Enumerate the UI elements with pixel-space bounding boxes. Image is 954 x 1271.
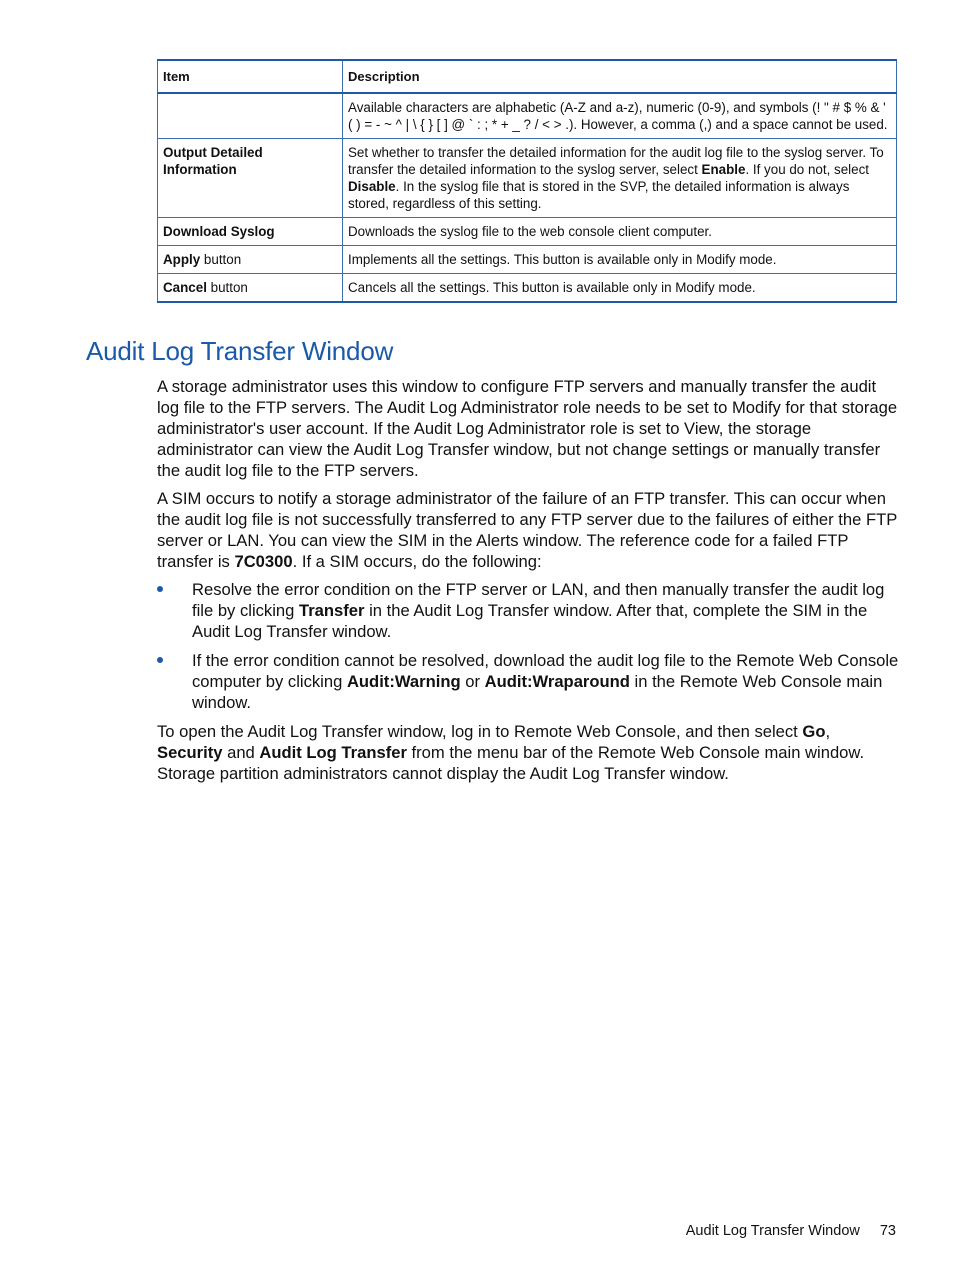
- table-row: [158, 274, 897, 303]
- table-row: [158, 139, 897, 218]
- steps-list: [157, 579, 899, 713]
- header-description: Description: [343, 60, 897, 93]
- paragraph-intro: A storage administrator uses this window to configure FTP servers and manually transfer the audit log file to the FTP servers. The Audit Log Administrator role needs to be set to Modify for that storage administrator's user account. If the Audit Log Administrator role is set to View, the storage administrator can view the Audit Log Transfer window, but not change settings or manually transfer the audit log file to the FTP servers.: [157, 377, 898, 480]
- row-description: Cancels all the settings. This button is available only in Modify mode.: [343, 274, 897, 303]
- page-footer: [686, 1223, 896, 1239]
- page-number: 73: [879, 1223, 896, 1239]
- table-row: [158, 93, 897, 139]
- table-header-row: [158, 60, 897, 93]
- table-row: [158, 246, 897, 274]
- row-item: [158, 93, 343, 139]
- paragraph-sim: A SIM occurs to notify a storage administrator of the failure of an FTP transfer. This can occur when the audit log file is not successfully transferred to any FTP server due to the failures of either the FTP server or LAN. You can view the SIM in the Alerts window. The reference code for a failed FTP transfer is 7C0300. If a SIM occurs, do the following:: [157, 489, 898, 571]
- row-item: Apply button: [158, 246, 343, 274]
- row-description: Downloads the syslog file to the web console client computer.: [343, 218, 897, 246]
- row-description: Set whether to transfer the detailed information for the audit log file to the syslog server. To transfer the detailed information to the syslog server, select Enable. If you do not, select Disable. In the syslog file that is stored in the SVP, the detailed information is always stored, regardless of this setting.: [343, 139, 897, 218]
- list-item: Resolve the error condition on the FTP server or LAN, and then manually transfer the audit log file by clicking Transfer in the Audit Log Transfer window. After that, complete the SIM in the Audit Log Transfer window.: [157, 579, 899, 642]
- row-item: Output Detailed Information: [158, 139, 343, 218]
- settings-table: [157, 59, 897, 303]
- bullet-icon: [157, 586, 163, 592]
- table-row: [158, 218, 897, 246]
- footer-section-title: Audit Log Transfer Window: [685, 1223, 860, 1239]
- row-item: Download Syslog: [158, 218, 343, 246]
- header-item: Item: [158, 60, 343, 93]
- row-description: Available characters are alphabetic (A-Z and a-z), numeric (0-9), and symbols (! " # $ % & ' ( ) = - ~ ^ | \ { } [ ] @ ` : ; * + _ ? / < > .). However, a comma (,) and a space cannot be used.: [343, 93, 897, 139]
- bullet-icon: [157, 657, 163, 663]
- section-body: [157, 376, 899, 791]
- paragraph-open-window: To open the Audit Log Transfer window, log in to Remote Web Console, and then select Go, Security and Audit Log Transfer from the menu bar of the Remote Web Console main window. Storage partition administrators cannot display the Audit Log Transfer window.: [157, 722, 865, 783]
- row-item: Cancel button: [158, 274, 343, 303]
- section-title: Audit Log Transfer Window: [86, 336, 394, 366]
- list-item: If the error condition cannot be resolved, download the audit log file to the Remote Web Console computer by clicking Audit:Warning or Audit:Wraparound in the Remote Web Console main window.: [157, 650, 899, 713]
- row-description: Implements all the settings. This button is available only in Modify mode.: [343, 246, 897, 274]
